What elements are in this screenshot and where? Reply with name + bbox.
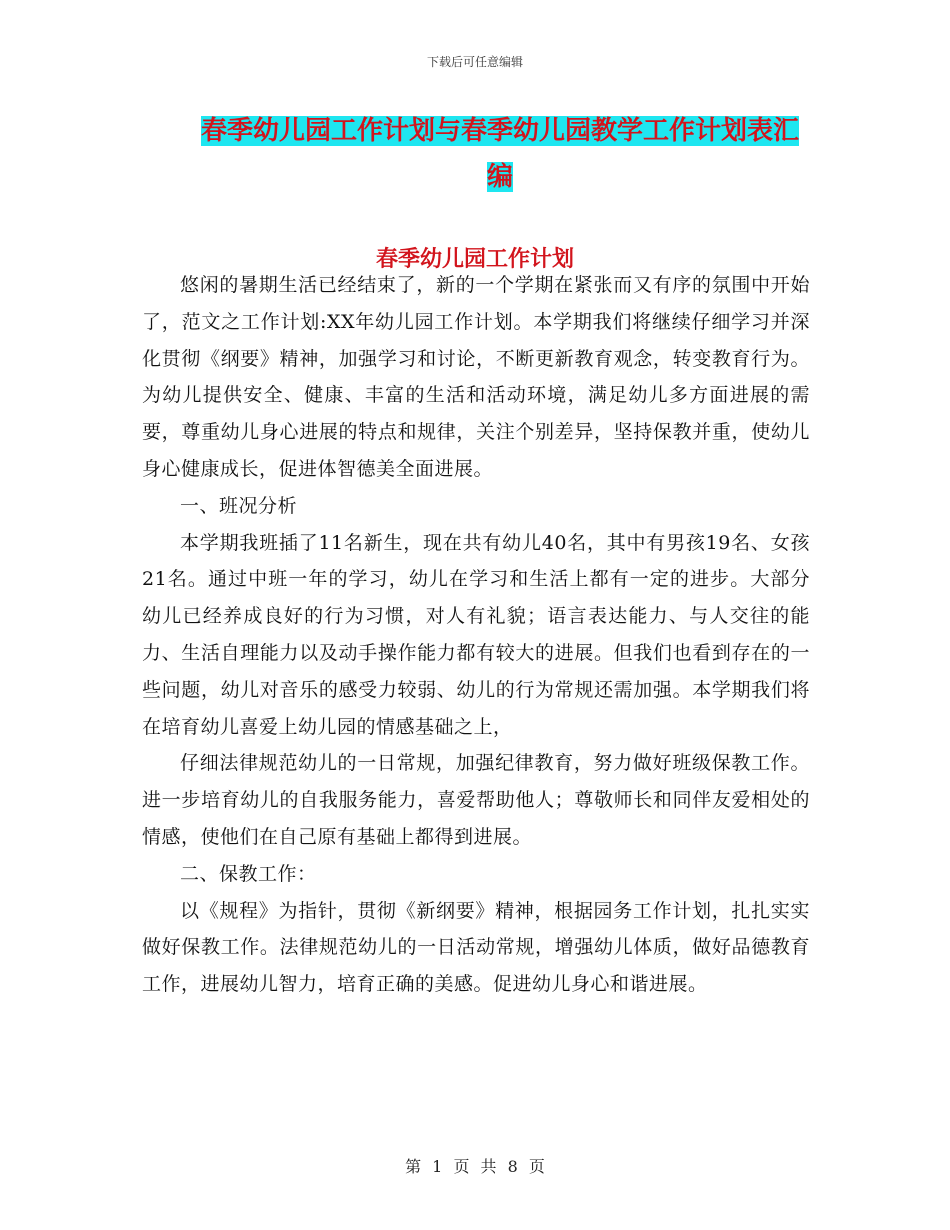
- page-header-note: 下载后可任意编辑: [426, 55, 523, 69]
- paragraph-care-education: 以《规程》为指针，贯彻《新纲要》精神，根据园务工作计划，扎扎实实做好保教工作。法律规范幼儿的一日活动常规，增强幼儿体质，做好品德教育工作，进展幼儿智力，培育正确的美感。促进幼儿身心和谐进展。: [142, 899, 810, 996]
- heading-care-education: 二、保教工作：: [180, 862, 317, 885]
- document-title-text: 春季幼儿园工作计划与春季幼儿园教学工作计划表汇编: [200, 116, 799, 192]
- document-body: [142, 267, 810, 1003]
- heading-class-analysis: 一、班况分析: [180, 494, 298, 517]
- document-title: [190, 108, 810, 200]
- paragraph-class-analysis: 本学期我班插了11名新生，现在共有幼儿40名，其中有男孩19名、女孩21名。通过中班一年的学习，幼儿在学习和生活上都有一定的进步。大部分幼儿已经养成良好的行为习惯，对人有礼貌；语言表达能力、与人交往的能力、生活自理能力以及动手操作能力都有较大的进展。但我们也看到存在的一些问题，幼儿对音乐的感受力较弱、幼儿的行为常规还需加强。本学期我们将在培育幼儿喜爱上幼儿园的情感基础之上，: [142, 531, 810, 738]
- paragraph-intro: 悠闲的暑期生活已经结束了，新的一个学期在紧张而又有序的氛围中开始了，范文之工作计划:XX年幼儿园工作计划。本学期我们将继续仔细学习并深化贯彻《纲要》精神，加强学习和讨论，不断更新教育观念，转变教育行为。为幼儿提供安全、健康、丰富的生活和活动环境，满足幼儿多方面进展的需要，尊重幼儿身心进展的特点和规律，关注个别差异，坚持保教并重，使幼儿身心健康成长，促进体智德美全面进展。: [142, 274, 810, 480]
- section-title: 春季幼儿园工作计划: [375, 246, 574, 272]
- paragraph-class-routine: 仔细法律规范幼儿的一日常规，加强纪律教育，努力做好班级保教工作。进一步培育幼儿的自我服务能力，喜爱帮助他人；尊敬师长和同伴友爱相处的情感，使他们在自己原有基础上都得到进展。: [142, 752, 810, 848]
- page-number: 第 1 页 共 8 页: [405, 1157, 545, 1176]
